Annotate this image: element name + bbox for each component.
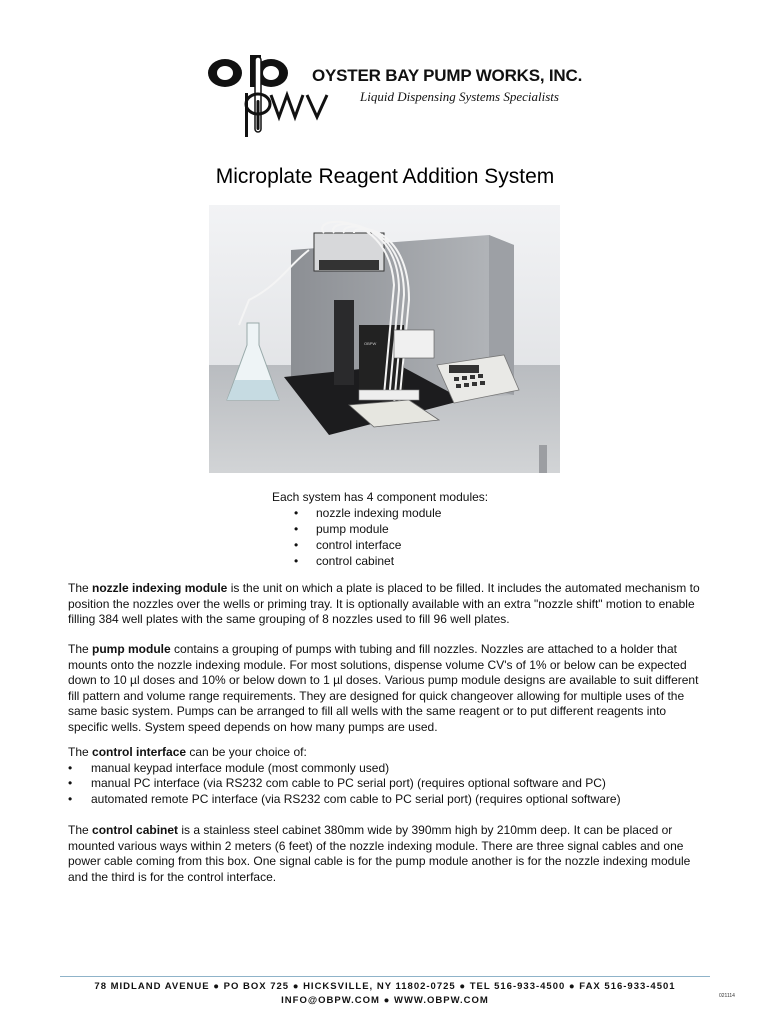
paragraph-text: The: [68, 581, 93, 595]
module-list: [272, 505, 488, 569]
list-item: • manual keypad interface module (most commonly used): [91, 761, 708, 777]
bold-term: pump module: [92, 642, 171, 656]
document-code: 021114: [719, 993, 735, 999]
control-options: [68, 761, 708, 808]
footer-address: 78 MIDLAND AVENUE ● PO BOX 725 ● HICKSVILLE, NY 11802-0725 ● TEL 516-933-4500 ● FAX 516-933-4501: [94, 981, 676, 992]
control-paragraph: [68, 745, 708, 761]
list-item: • pump module: [316, 521, 488, 537]
intro-lead: Each system has 4 component modules:: [272, 490, 489, 504]
footer-divider: [60, 976, 710, 977]
paragraph-text: is the unit on which a plate is placed to be filled. It includes the automated mechanism to position the nozzles over the wells or priming tray. It is optionally available with an extra "nozzle shift" motion to enable filling 384 well plates with the same grouping of 8 nozzles used to fill 96 well plates.: [68, 581, 700, 626]
paragraph-text: The: [68, 745, 93, 759]
page-title: Microplate Reagent Addition System: [215, 165, 555, 188]
list-item: • manual PC interface (via RS232 com cable to PC serial port) (requires optional software and PC): [91, 776, 708, 792]
pump-paragraph: [68, 642, 708, 735]
footer: [60, 980, 710, 1008]
list-item: • control interface: [316, 537, 488, 553]
company-logo: [205, 55, 583, 140]
footer-contact: INFO@OBPW.COM ● WWW.OBPW.COM: [281, 995, 489, 1006]
list-item: • control cabinet: [316, 553, 488, 569]
product-photo: [209, 205, 560, 473]
paragraph-text: The: [68, 642, 93, 656]
paragraph-text: The: [68, 823, 93, 837]
company-name: OYSTER BAY PUMP WORKS, INC.: [312, 66, 583, 85]
bold-term: control interface: [92, 745, 187, 759]
bold-term: control cabinet: [92, 823, 179, 837]
control-section: [68, 745, 708, 807]
svg-text:OBPW: OBPW: [364, 341, 377, 346]
paragraph-text: contains a grouping of pumps with tubing and fill nozzles. Nozzles are attached to a holder that mounts onto the nozzle indexing module. For most solutions, dispense volume CV's of 1% or below can be expected down to 10 µl doses and 10% or below down to 1 µl doses. Various pump module designs are available to suit different fill pattern and volume range requirements. They are designed for quick changeover allowing for multiple uses of the same basic system. Pumps can be arranged to fill all wells with the same reagent or to put different reagents into specific wells. System speed depends on how many pumps are used.: [68, 642, 699, 734]
bold-term: nozzle indexing module: [92, 581, 228, 595]
nozzle-paragraph: [68, 581, 708, 628]
company-tagline: Liquid Dispensing Systems Specialists: [360, 89, 559, 104]
list-item: • automated remote PC interface (via RS232 com cable to PC serial port) (requires optional software): [91, 792, 708, 808]
paragraph-text: is a stainless steel cabinet 380mm wide by 390mm high by 210mm deep. It can be placed or mounted various ways within 2 meters (6 feet) of the nozzle indexing module. There are three signal cables and one power cable coming from this box. One signal cable is for the pump module another is for the nozzle indexing module and the third is for the control interface.: [68, 823, 691, 884]
intro-section: [272, 489, 488, 569]
paragraph-text: can be your choice of:: [186, 745, 307, 759]
cabinet-paragraph: [68, 823, 708, 885]
list-item: • nozzle indexing module: [316, 505, 488, 521]
